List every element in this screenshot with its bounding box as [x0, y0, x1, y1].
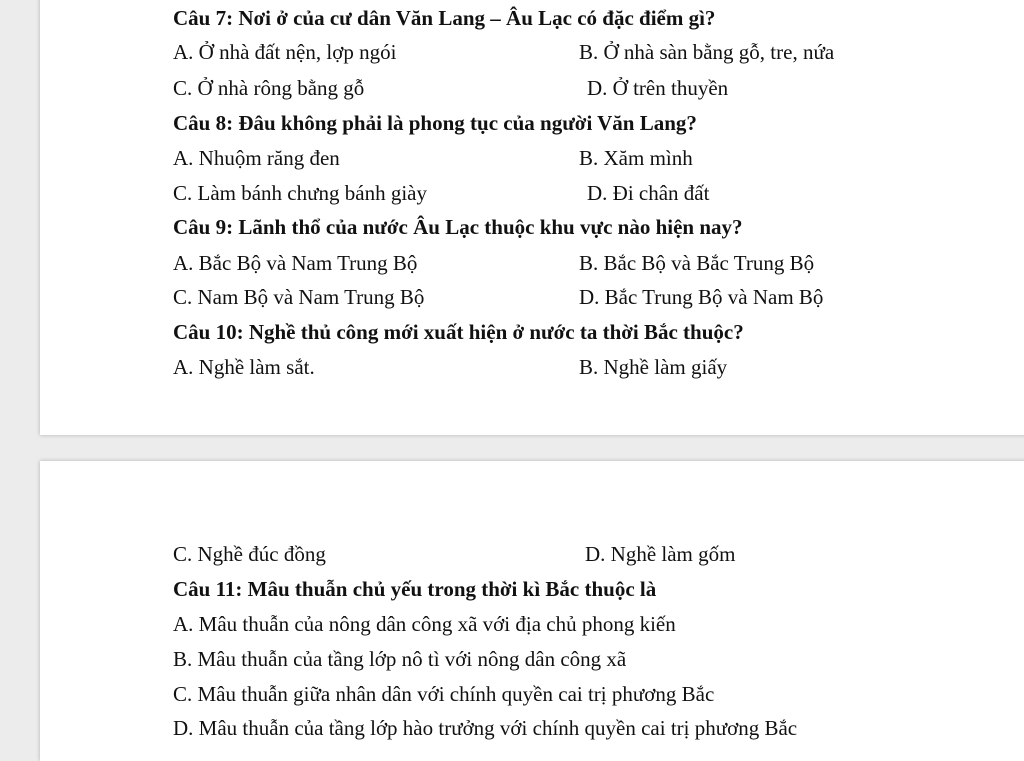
option-c: C. Ở nhà rông bằng gỗ	[173, 76, 365, 100]
question-11-option-c: C. Mâu thuẫn giữa nhân dân với chính quyền cai trị phương Bắc	[173, 682, 715, 706]
question-11-option-b: B. Mâu thuẫn của tầng lớp nô tì với nông dân công xã	[173, 647, 627, 671]
option-d: D. Đi chân đất	[587, 181, 710, 205]
option-b: B. Bắc Bộ và Bắc Trung Bộ	[579, 251, 815, 275]
question-7-title: Câu 7: Nơi ở của cư dân Văn Lang – Âu Lạc có đặc điểm gì?	[173, 6, 716, 30]
option-c: C. Làm bánh chưng bánh giày	[173, 181, 427, 205]
question-11-option-a: A. Mâu thuẫn của nông dân công xã với địa chủ phong kiến	[173, 612, 676, 636]
option-a: A. Nghề làm sắt.	[173, 355, 315, 379]
option-a: A. Bắc Bộ và Nam Trung Bộ	[173, 251, 418, 275]
document-page-1	[40, 0, 1024, 435]
question-8-title: Câu 8: Đâu không phải là phong tục của người Văn Lang?	[173, 111, 697, 135]
option-d: D. Ở trên thuyền	[587, 76, 729, 100]
question-9-title: Câu 9: Lãnh thổ của nước Âu Lạc thuộc khu vực nào hiện nay?	[173, 215, 743, 239]
option-b: B. Xăm mình	[579, 146, 693, 170]
question-10-title: Câu 10: Nghề thủ công mới xuất hiện ở nước ta thời Bắc thuộc?	[173, 320, 744, 344]
option-a: A. Ở nhà đất nện, lợp ngói	[173, 40, 397, 64]
option-c: C. Nghề đúc đồng	[173, 542, 326, 566]
option-a: A. Nhuộm răng đen	[173, 146, 340, 170]
question-11-option-d: D. Mâu thuẫn của tầng lớp hào trưởng với chính quyền cai trị phương Bắc	[173, 716, 798, 740]
option-c: C. Nam Bộ và Nam Trung Bộ	[173, 285, 425, 309]
document-page-2	[40, 461, 1024, 761]
option-d: D. Nghề làm gốm	[585, 542, 736, 566]
question-11-title: Câu 11: Mâu thuẫn chủ yếu trong thời kì Bắc thuộc là	[173, 577, 657, 601]
option-b: B. Nghề làm giấy	[579, 355, 728, 379]
option-d: D. Bắc Trung Bộ và Nam Bộ	[579, 285, 824, 309]
option-b: B. Ở nhà sàn bằng gỗ, tre, nứa	[579, 40, 835, 64]
